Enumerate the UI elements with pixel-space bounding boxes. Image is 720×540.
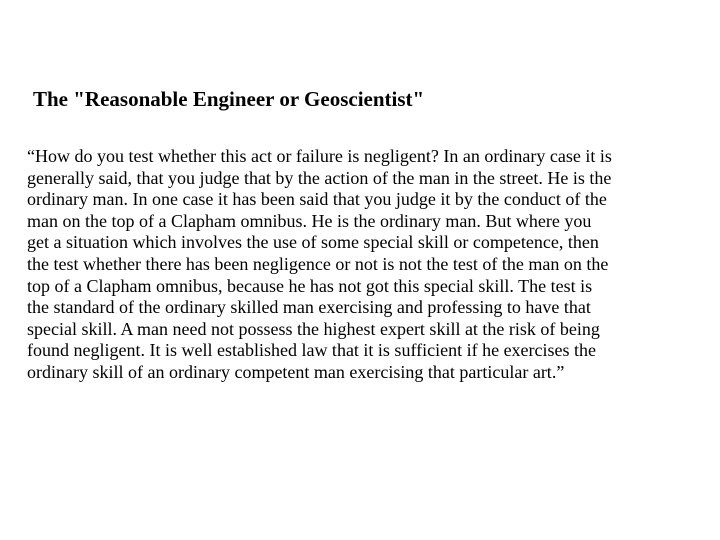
quote-line: the test whether there has been negligence or not is not the test of the man on the bbox=[27, 253, 609, 274]
slide-title: The "Reasonable Engineer or Geoscientist" bbox=[33, 87, 425, 111]
quote-line: get a situation which involves the use of some special skill or competence, then bbox=[27, 232, 599, 253]
quote-line: found negligent. It is well established law that it is sufficient if he exercises the bbox=[27, 340, 597, 361]
quote-line: man on the top of a Clapham omnibus. He is the ordinary man. But where you bbox=[27, 210, 592, 231]
quote-line: special skill. A man need not possess the highest expert skill at the risk of being bbox=[27, 318, 600, 339]
quote-line: ordinary man. In one case it has been said that you judge it by the conduct of the bbox=[27, 189, 607, 210]
quote-line: ordinary skill of an ordinary competent man exercising that particular art.” bbox=[27, 361, 565, 382]
quote-line: top of a Clapham omnibus, because he has not got this special skill. The test is bbox=[27, 275, 593, 296]
quote-block bbox=[27, 146, 612, 384]
quote-line: generally said, that you judge that by the action of the man in the street. He is the bbox=[27, 167, 612, 188]
quote-line: “How do you test whether this act or failure is negligent? In an ordinary case it is bbox=[27, 146, 612, 166]
quote-line: the standard of the ordinary skilled man exercising and professing to have that bbox=[27, 297, 591, 318]
